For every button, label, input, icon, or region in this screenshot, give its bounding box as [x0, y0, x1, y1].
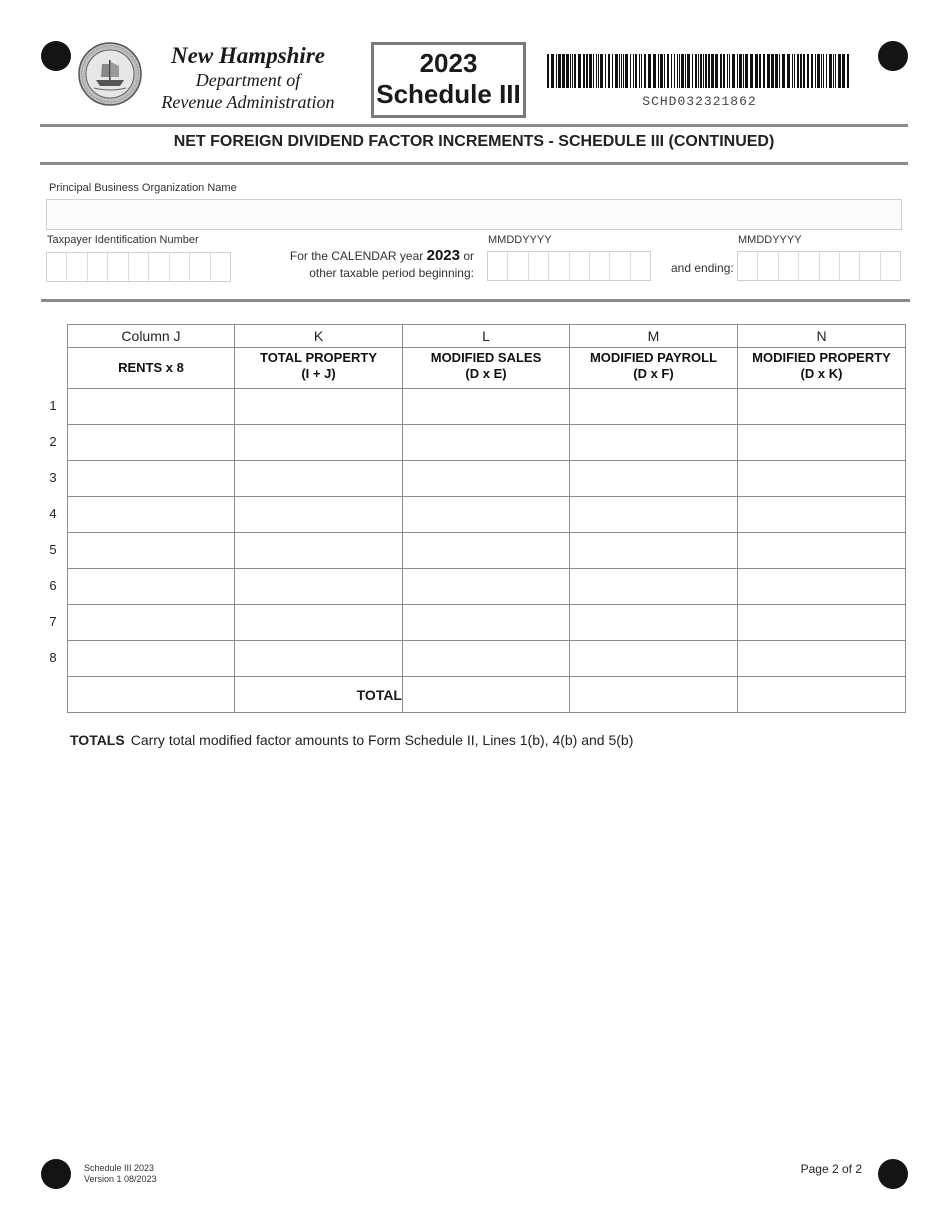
header-line-1: TOTAL PROPERTY	[259, 350, 377, 365]
tin-input[interactable]	[46, 252, 231, 282]
org-name-input[interactable]	[46, 199, 902, 230]
row-number: 3	[49, 470, 57, 485]
barcode-bar	[551, 54, 554, 88]
form-schedule-name: Schedule III	[376, 79, 521, 109]
agency-name	[142, 42, 354, 113]
entry-cell[interactable]	[570, 605, 738, 641]
barcode-bar	[570, 54, 571, 88]
barcode-bar	[775, 54, 778, 88]
entry-cell[interactable]	[68, 569, 235, 605]
registration-mark-top-left	[41, 41, 71, 71]
row-number: 4	[49, 506, 57, 521]
barcode-bar	[677, 54, 678, 88]
barcode-bar	[771, 54, 774, 88]
end-date-format: MMDDYYYY	[738, 234, 802, 246]
ending-label: and ending:	[671, 261, 734, 275]
barcode-bar	[729, 54, 730, 88]
entry-cell[interactable]	[570, 569, 738, 605]
total-modified-property-cell[interactable]	[738, 677, 906, 713]
entry-cell[interactable]	[68, 497, 235, 533]
barcode-bar	[600, 54, 603, 88]
column-letter: K	[235, 325, 403, 348]
barcode-bar	[608, 54, 610, 88]
table-row	[68, 497, 906, 533]
barcode-bar	[660, 54, 663, 88]
barcode-bar	[779, 54, 780, 88]
total-modified-payroll-cell[interactable]	[570, 677, 738, 713]
barcode-bar	[727, 54, 728, 88]
barcode-bar	[605, 54, 606, 88]
barcode-bar	[755, 54, 758, 88]
entry-cell[interactable]	[235, 641, 403, 677]
column-letter: M	[570, 325, 738, 348]
barcode-bar	[823, 54, 824, 88]
barcode-bar	[562, 54, 565, 88]
entry-cell[interactable]	[68, 533, 235, 569]
barcode-bar	[817, 54, 820, 88]
period-prefix: For the CALENDAR year	[289, 249, 424, 263]
table-row	[68, 389, 906, 425]
barcode-bar	[698, 54, 699, 88]
barcode-bar	[759, 54, 761, 88]
barcode-bar	[739, 54, 742, 88]
entry-cell[interactable]	[403, 605, 570, 641]
entry-cell[interactable]	[235, 533, 403, 569]
header-line-2: (D x F)	[633, 366, 674, 381]
barcode-bar	[612, 54, 613, 88]
barcode-bar	[815, 54, 816, 88]
barcode-bar	[732, 54, 735, 88]
row-number: 6	[49, 578, 57, 593]
entry-cell[interactable]	[235, 605, 403, 641]
barcode-bar	[695, 54, 697, 88]
barcode-bar	[711, 54, 714, 88]
column-letter: Column J	[68, 325, 235, 348]
entry-cell[interactable]	[738, 461, 906, 497]
barcode-bar	[641, 54, 642, 88]
department-line-2: Revenue Administration	[161, 92, 335, 112]
barcode-bar	[615, 54, 618, 88]
period-year: 2023	[426, 247, 460, 264]
header-line-2: (D x K)	[800, 366, 843, 381]
barcode-bar	[782, 54, 785, 88]
barcode-bar	[623, 54, 624, 88]
barcode-bar	[648, 54, 651, 88]
header-modified-property	[738, 348, 906, 389]
entry-cell[interactable]	[68, 461, 235, 497]
form-heading: NET FOREIGN DIVIDEND FACTOR INCREMENTS - SCHEDULE III (CONTINUED)	[173, 133, 775, 150]
begin-date-input[interactable]	[487, 251, 651, 281]
top-rule	[40, 124, 908, 127]
form-year: 2023	[419, 48, 478, 78]
section-rule	[41, 299, 910, 302]
factor-table	[67, 324, 906, 713]
barcode-bar	[833, 54, 834, 88]
header-total-property	[235, 348, 403, 389]
header-line-1: MODIFIED PAYROLL	[589, 350, 718, 365]
barcode-bar	[572, 54, 573, 88]
barcode-bar	[700, 54, 702, 88]
entry-cell[interactable]	[570, 641, 738, 677]
total-row	[68, 677, 906, 713]
footer-version: Version 1 08/2023	[84, 1174, 157, 1184]
row-number: 2	[49, 434, 57, 449]
entry-cell[interactable]	[235, 497, 403, 533]
footer-form-name: Schedule III 2023	[84, 1163, 155, 1173]
barcode-bar	[743, 54, 744, 88]
column-letter-row	[68, 325, 906, 348]
registration-mark-top-right	[878, 41, 908, 71]
row-number: 8	[49, 650, 57, 665]
barcode-bar	[547, 54, 549, 88]
barcode-bar	[671, 54, 672, 88]
barcode-bar	[745, 54, 748, 88]
tin-label: Taxpayer Identification Number	[47, 234, 199, 246]
end-date-input[interactable]	[737, 251, 901, 281]
barcode-bar	[821, 54, 822, 88]
barcode-bar	[685, 54, 686, 88]
barcode-bar	[705, 54, 707, 88]
entry-cell[interactable]	[738, 389, 906, 425]
total-label: TOTAL	[235, 677, 403, 713]
page-number: Page 2 of 2	[800, 1162, 862, 1176]
begin-date-format: MMDDYYYY	[488, 234, 552, 246]
footer-form-id	[84, 1163, 157, 1185]
department-line-1: Department of	[195, 70, 301, 90]
barcode-bar	[635, 54, 637, 88]
barcode-bar	[578, 54, 581, 88]
total-blank-cell	[68, 677, 235, 713]
barcode-bar	[787, 54, 790, 88]
entry-cell[interactable]	[403, 497, 570, 533]
barcode-bar	[644, 54, 646, 88]
entry-cell[interactable]	[738, 641, 906, 677]
table-row	[68, 569, 906, 605]
barcode-bar	[797, 54, 799, 88]
header-rents	[68, 348, 235, 389]
barcode-bar	[807, 54, 809, 88]
barcode-bar	[692, 54, 693, 88]
entry-cell[interactable]	[403, 569, 570, 605]
table-row	[68, 641, 906, 677]
entry-cell[interactable]	[570, 461, 738, 497]
entry-cell[interactable]	[68, 641, 235, 677]
state-seal-icon	[78, 42, 142, 106]
barcode-bar	[792, 54, 793, 88]
barcode-bar	[653, 54, 656, 88]
barcode-bar	[639, 54, 640, 88]
barcode-bar	[586, 54, 588, 88]
table-row	[68, 461, 906, 497]
period-suffix: or	[463, 249, 474, 263]
entry-cell[interactable]	[403, 425, 570, 461]
state-name: New Hampshire	[171, 43, 325, 68]
row-number: 5	[49, 542, 57, 557]
entry-cell[interactable]	[68, 425, 235, 461]
barcode-bar	[800, 54, 802, 88]
barcode-bar	[803, 54, 805, 88]
entry-cell[interactable]	[235, 461, 403, 497]
barcode-bar	[658, 54, 659, 88]
header-line-1: MODIFIED SALES	[430, 350, 542, 365]
org-name-label: Principal Business Organization Name	[49, 182, 237, 194]
entry-cell[interactable]	[738, 605, 906, 641]
header-modified-sales	[403, 348, 570, 389]
barcode-bar	[619, 54, 620, 88]
barcode-bar	[826, 54, 827, 88]
registration-mark-bottom-left	[41, 1159, 71, 1189]
entry-cell[interactable]	[235, 389, 403, 425]
barcode-bar	[715, 54, 718, 88]
barcode	[547, 54, 852, 88]
entry-cell[interactable]	[403, 389, 570, 425]
barcode-bar	[737, 54, 738, 88]
total-modified-sales-cell[interactable]	[403, 677, 570, 713]
row-number: 7	[49, 614, 57, 629]
barcode-bar	[596, 54, 597, 88]
barcode-bar	[847, 54, 849, 88]
barcode-bar	[674, 54, 675, 88]
barcode-bar	[621, 54, 622, 88]
entry-cell[interactable]	[403, 641, 570, 677]
barcode-bar	[679, 54, 680, 88]
barcode-bar	[720, 54, 722, 88]
entry-cell[interactable]	[235, 569, 403, 605]
barcode-bar	[835, 54, 836, 88]
totals-note-text: Carry total modified factor amounts to Form Schedule II, Lines 1(b), 4(b) and 5(b)	[130, 732, 634, 748]
barcode-bar	[589, 54, 592, 88]
entry-cell[interactable]	[403, 533, 570, 569]
barcode-bar	[664, 54, 665, 88]
period-line-2: other taxable period beginning:	[309, 266, 474, 280]
barcode-bar	[829, 54, 832, 88]
entry-cell[interactable]	[403, 461, 570, 497]
barcode-bar	[593, 54, 594, 88]
totals-note	[70, 732, 633, 748]
entry-cell[interactable]	[235, 425, 403, 461]
barcode-bar	[556, 54, 557, 88]
header-line-2: (I + J)	[301, 366, 336, 381]
barcode-bar	[767, 54, 770, 88]
barcode-bar	[838, 54, 841, 88]
barcode-bar	[794, 54, 795, 88]
table-row	[68, 425, 906, 461]
barcode-bar	[598, 54, 599, 88]
column-letter: L	[403, 325, 570, 348]
barcode-bar	[574, 54, 576, 88]
barcode-bar	[842, 54, 845, 88]
barcode-number: SCHD032321862	[642, 94, 757, 109]
barcode-bar	[583, 54, 585, 88]
barcode-bar	[723, 54, 725, 88]
barcode-bar	[763, 54, 765, 88]
barcode-bar	[566, 54, 569, 88]
entry-cell[interactable]	[570, 497, 738, 533]
header-line-1: RENTS x 8	[118, 360, 184, 375]
entry-cell[interactable]	[570, 533, 738, 569]
entry-cell[interactable]	[738, 497, 906, 533]
totals-note-label: TOTALS	[70, 732, 125, 748]
header-modified-payroll	[570, 348, 738, 389]
column-header-row	[68, 348, 906, 389]
entry-cell[interactable]	[570, 389, 738, 425]
entry-cell[interactable]	[570, 425, 738, 461]
period-label	[280, 247, 474, 282]
barcode-bar	[667, 54, 669, 88]
barcode-bar	[558, 54, 561, 88]
barcode-bar	[811, 54, 813, 88]
row-number: 1	[49, 398, 57, 413]
entry-cell[interactable]	[68, 389, 235, 425]
barcode-bar	[681, 54, 684, 88]
entry-cell[interactable]	[68, 605, 235, 641]
table-row	[68, 605, 906, 641]
table-row	[68, 533, 906, 569]
barcode-bar	[630, 54, 631, 88]
barcode-bar	[708, 54, 710, 88]
header-line-2: (D x E)	[465, 366, 507, 381]
entry-cell[interactable]	[738, 533, 906, 569]
heading-rule	[40, 162, 908, 165]
entry-cell[interactable]	[738, 425, 906, 461]
column-letter: N	[738, 325, 906, 348]
registration-mark-bottom-right	[878, 1159, 908, 1189]
barcode-bar	[633, 54, 634, 88]
barcode-bar	[703, 54, 704, 88]
barcode-bar	[750, 54, 753, 88]
header-line-1: MODIFIED PROPERTY	[752, 350, 891, 365]
form-title-box	[371, 42, 526, 118]
entry-cell[interactable]	[738, 569, 906, 605]
barcode-bar	[625, 54, 628, 88]
barcode-bar	[687, 54, 690, 88]
